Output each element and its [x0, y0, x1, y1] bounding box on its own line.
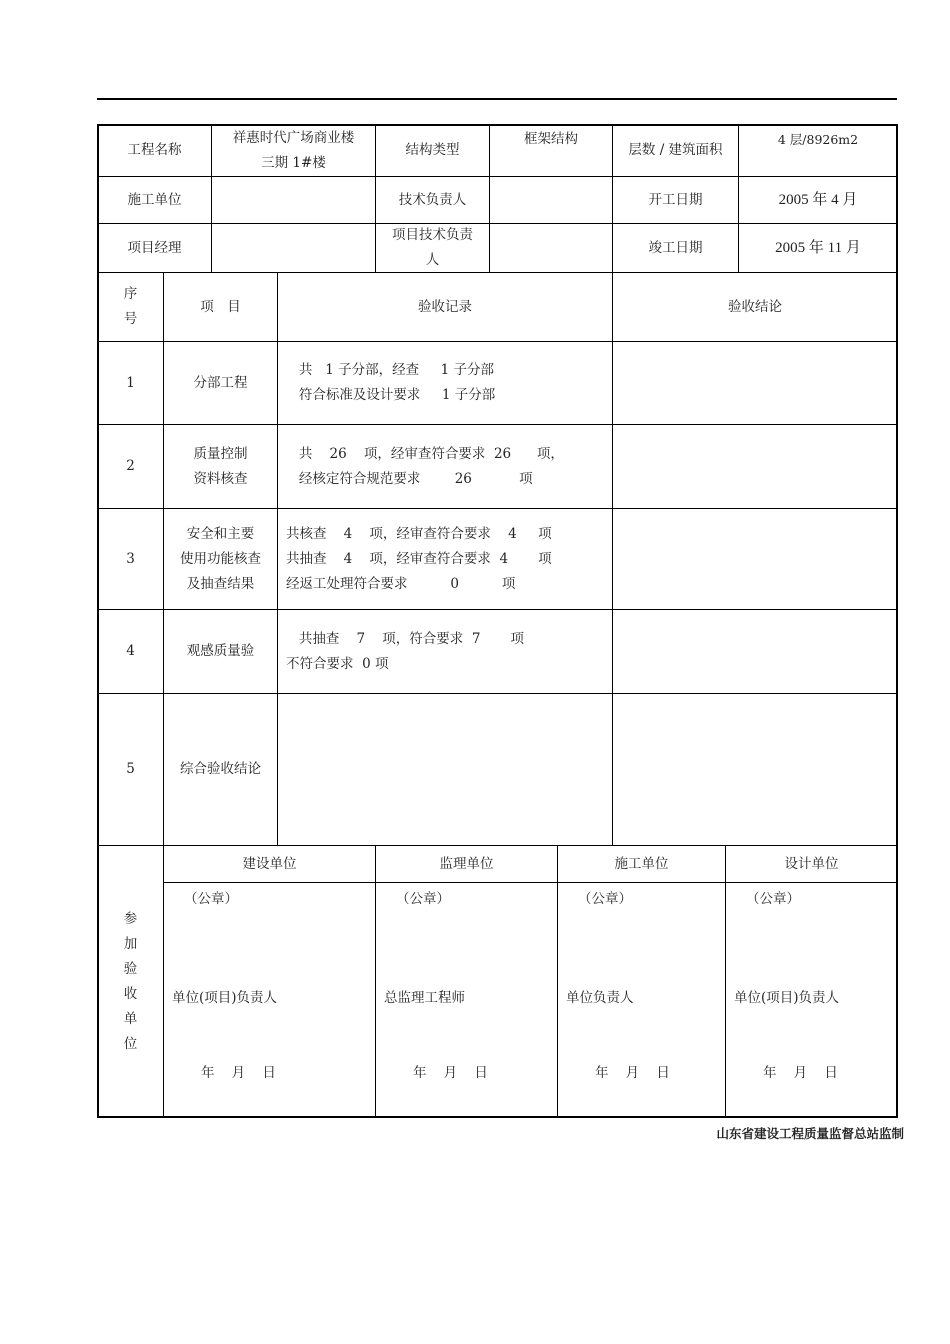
acceptance-form — [97, 124, 898, 1118]
structure-type-label: 结构类型 — [375, 124, 490, 177]
row2-no: 2 — [97, 424, 164, 509]
record-header: 验收记录 — [277, 272, 613, 342]
seq-header-line2: 号 — [123, 311, 138, 327]
unit-4-signer: 单位(项目)负责人 — [734, 990, 840, 1006]
row1-no: 1 — [97, 341, 164, 425]
project-tech-lead-label — [375, 223, 490, 273]
row2-record-line2: 经核定符合规范要求 26 项 — [286, 470, 533, 487]
row4-no: 4 — [97, 609, 164, 694]
project-name-line2: 三期 1#楼 — [261, 154, 326, 171]
structure-type-value: 框架结构 — [489, 124, 613, 177]
row5-no: 5 — [97, 693, 164, 846]
unit-3-signer: 单位负责人 — [566, 990, 634, 1006]
row4-item-line1: 观感质量验 — [186, 643, 255, 659]
side-char-3: 验 — [123, 960, 138, 977]
row2-conclusion — [612, 424, 898, 509]
unit-2-seal: （公章） — [396, 891, 450, 907]
floors-area-value: 4 层/8926m2 — [738, 124, 898, 177]
row3-item — [163, 508, 278, 610]
completion-date-label: 竣工日期 — [612, 223, 739, 273]
row1-record-line2: 符合标准及设计要求 1 子分部 — [286, 387, 496, 403]
row1-conclusion — [612, 341, 898, 425]
row1-item-line1: 分部工程 — [193, 374, 248, 391]
unit-1-date: 年 月 日 — [201, 1065, 276, 1081]
unit-2-date: 年 月 日 — [413, 1065, 488, 1081]
item-header: 项 目 — [163, 272, 278, 342]
project-tech-lead-value — [489, 223, 613, 273]
side-char-5: 单 — [123, 1010, 138, 1027]
unit-1-name: 建设单位 — [163, 845, 376, 883]
row3-record-line3: 经返工处理符合要求 0 项 — [286, 575, 516, 592]
unit-3-seal: （公章） — [578, 891, 632, 907]
construction-unit-value — [211, 176, 376, 224]
project-name-line1: 祥惠时代广场商业楼 — [232, 129, 355, 146]
tech-lead-label: 技术负责人 — [375, 176, 490, 224]
row1-record-line1: 共 1 子分部，经查 1 子分部 — [286, 362, 494, 378]
row3-item-line3: 及抽查结果 — [186, 575, 255, 592]
row1-item — [163, 341, 278, 425]
unit-2-sign-block — [375, 882, 558, 1118]
row1-record — [277, 341, 613, 425]
row5-item-line1: 综合验收结论 — [180, 761, 261, 777]
row2-item — [163, 424, 278, 509]
unit-3-date: 年 月 日 — [595, 1065, 670, 1081]
completion-date-value: 2005 年 11 月 — [738, 223, 898, 273]
row4-conclusion — [612, 609, 898, 694]
unit-3-name: 施工单位 — [557, 845, 726, 883]
row3-item-line1: 安全和主要 — [186, 525, 255, 542]
side-char-2: 加 — [123, 935, 138, 952]
row3-record-line1: 共核查 4 项，经审查符合要求 4 项 — [286, 525, 552, 542]
row3-item-line2: 使用功能核查 — [180, 550, 261, 567]
seq-header — [97, 272, 164, 342]
row3-no: 3 — [97, 508, 164, 610]
project-tech-lead-label-line2: 人 — [425, 252, 440, 268]
project-manager-value — [211, 223, 376, 273]
row3-record-line2: 共抽查 4 项，经审查符合要求 4 项 — [286, 550, 552, 567]
top-rule — [97, 98, 897, 100]
unit-4-name: 设计单位 — [725, 845, 898, 883]
project-name-value — [211, 124, 376, 177]
row4-record-line1: 共抽查 7 项，符合要求 7 项 — [286, 630, 525, 647]
row2-record-line1: 共 26 项，经审查符合要求 26 项， — [286, 445, 564, 462]
row4-record-line2: 不符合要求 0 项 — [286, 655, 389, 672]
side-char-1: 参 — [123, 910, 138, 927]
unit-3-sign-block — [557, 882, 726, 1118]
unit-1-seal: （公章） — [184, 891, 238, 907]
side-char-6: 位 — [123, 1035, 138, 1052]
floors-area-label: 层数 / 建筑面积 — [612, 124, 739, 177]
row5-record — [277, 693, 613, 846]
row5-item — [163, 693, 278, 846]
unit-4-date: 年 月 日 — [763, 1065, 838, 1081]
row5-conclusion — [612, 693, 898, 846]
start-date-label: 开工日期 — [612, 176, 739, 224]
seq-header-line1: 序 — [123, 286, 138, 302]
side-char-4: 收 — [123, 985, 138, 1002]
row3-record — [277, 508, 613, 610]
unit-1-sign-block — [163, 882, 376, 1118]
row2-item-line1: 质量控制 — [193, 445, 248, 462]
row4-item — [163, 609, 278, 694]
project-manager-label: 项目经理 — [97, 223, 212, 273]
unit-2-signer: 总监理工程师 — [384, 990, 465, 1006]
unit-4-seal: （公章） — [746, 891, 800, 907]
project-tech-lead-label-line1: 项目技术负责 — [392, 227, 473, 243]
start-date-value: 2005 年 4 月 — [738, 176, 898, 224]
footer-issuer: 山东省建设工程质量监督总站监制 — [716, 1126, 904, 1141]
row2-item-line2: 资料核查 — [193, 470, 248, 487]
unit-2-name: 监理单位 — [375, 845, 558, 883]
participants-side-label — [97, 845, 164, 1118]
construction-unit-label: 施工单位 — [97, 176, 212, 224]
tech-lead-value — [489, 176, 613, 224]
row3-conclusion — [612, 508, 898, 610]
project-name-label: 工程名称 — [97, 124, 212, 177]
unit-1-signer: 单位(项目)负责人 — [172, 990, 278, 1006]
row2-record — [277, 424, 613, 509]
unit-4-sign-block — [725, 882, 898, 1118]
row4-record — [277, 609, 613, 694]
conclusion-header: 验收结论 — [612, 272, 898, 342]
